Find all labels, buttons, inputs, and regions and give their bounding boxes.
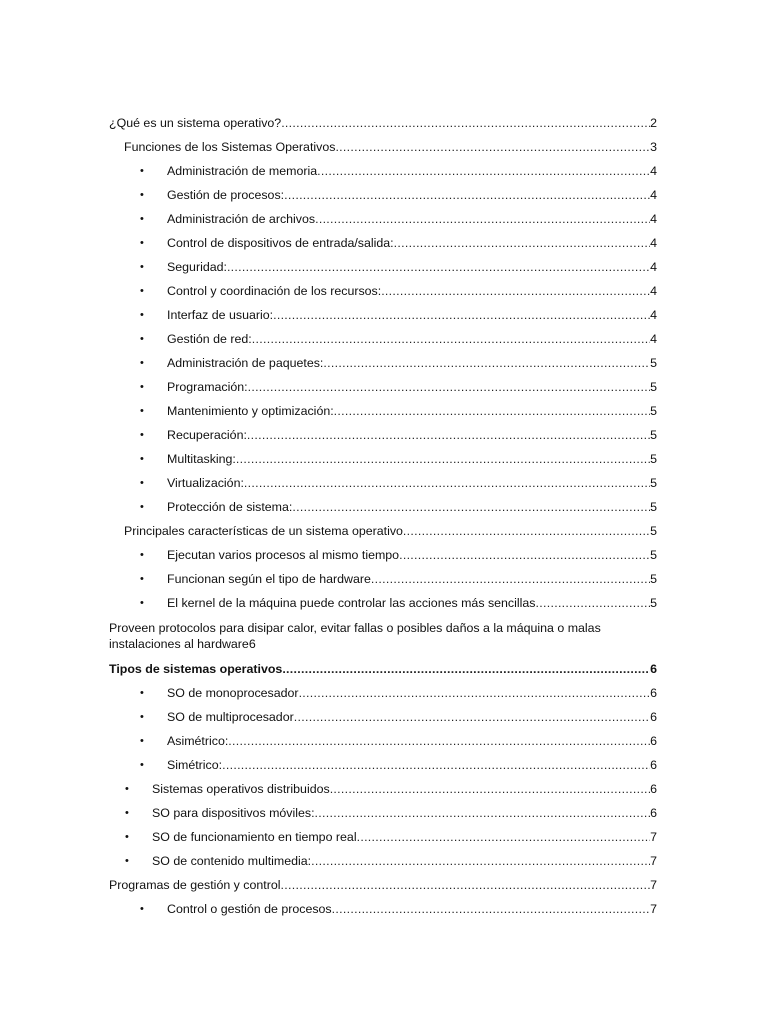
toc-page-number: 6 bbox=[650, 710, 657, 724]
dot-leader bbox=[317, 164, 650, 178]
toc-page-number: 5 bbox=[650, 476, 657, 490]
bullet-icon: • bbox=[125, 855, 129, 867]
bullet-icon: • bbox=[140, 405, 144, 417]
toc-page-number: 4 bbox=[650, 164, 657, 178]
toc-page-number: 5 bbox=[650, 548, 657, 562]
dot-leader bbox=[228, 734, 650, 748]
toc-entry-text: Sistemas operativos distribuidos bbox=[152, 782, 330, 796]
toc-entry[interactable] bbox=[109, 356, 657, 370]
toc-entry[interactable] bbox=[109, 140, 657, 154]
dot-leader bbox=[299, 686, 651, 700]
dot-leader bbox=[403, 524, 650, 538]
bullet-icon: • bbox=[140, 165, 144, 177]
dot-leader bbox=[335, 140, 650, 154]
toc-entry-text: ¿Qué es un sistema operativo? bbox=[109, 116, 282, 130]
dot-leader bbox=[330, 782, 650, 796]
bullet-icon: • bbox=[140, 309, 144, 321]
dot-leader bbox=[252, 332, 650, 346]
toc-entry-text: SO de funcionamiento en tiempo real bbox=[152, 830, 357, 844]
toc-page-number: 5 bbox=[650, 572, 657, 586]
bullet-icon: • bbox=[140, 237, 144, 249]
bullet-icon: • bbox=[140, 357, 144, 369]
bullet-icon: • bbox=[140, 903, 144, 915]
toc-entry[interactable] bbox=[109, 260, 657, 274]
toc-entry-text: Simétrico: bbox=[167, 758, 223, 772]
toc-entry[interactable] bbox=[109, 548, 657, 562]
toc-page-number: 4 bbox=[650, 284, 657, 298]
dot-leader bbox=[315, 212, 650, 226]
toc-entry[interactable] bbox=[109, 782, 657, 796]
dot-leader bbox=[227, 260, 650, 274]
toc-entry-text: SO de multiprocesador bbox=[167, 710, 294, 724]
toc-entry[interactable] bbox=[109, 662, 657, 676]
dot-leader bbox=[334, 404, 650, 418]
dot-leader bbox=[292, 500, 650, 514]
bullet-icon: • bbox=[140, 285, 144, 297]
dot-leader bbox=[311, 854, 650, 868]
toc-page-number: 4 bbox=[650, 260, 657, 274]
dot-leader bbox=[371, 572, 650, 586]
bullet-icon: • bbox=[125, 783, 129, 795]
bullet-icon: • bbox=[140, 453, 144, 465]
toc-entry-text: Control de dispositivos de entrada/salida: bbox=[167, 236, 394, 250]
toc-page-number: 2 bbox=[650, 116, 657, 130]
bullet-icon: • bbox=[140, 687, 144, 699]
toc-page-number: 6 bbox=[650, 806, 657, 820]
toc-page-number: 4 bbox=[650, 332, 657, 346]
toc-entry[interactable] bbox=[109, 284, 657, 298]
bullet-icon: • bbox=[140, 429, 144, 441]
toc-page-number: 7 bbox=[650, 854, 657, 868]
bullet-icon: • bbox=[140, 189, 144, 201]
toc-entry[interactable] bbox=[109, 878, 657, 892]
toc-page-number: 5 bbox=[650, 524, 657, 538]
dot-leader bbox=[535, 596, 650, 610]
toc-page-number: 6 bbox=[650, 782, 657, 796]
bullet-icon: • bbox=[140, 759, 144, 771]
toc-entry-text: Programación: bbox=[167, 380, 248, 394]
dot-leader bbox=[381, 284, 650, 298]
bullet-icon: • bbox=[140, 549, 144, 561]
toc-entry[interactable] bbox=[109, 500, 657, 514]
bullet-icon: • bbox=[140, 711, 144, 723]
toc-entry-text: Proveen protocolos para disipar calor, evitar fallas o posibles daños a la máquina o malas bbox=[109, 621, 601, 635]
bullet-icon: • bbox=[140, 381, 144, 393]
dot-leader bbox=[281, 116, 650, 130]
bullet-icon: • bbox=[140, 213, 144, 225]
bullet-icon: • bbox=[140, 597, 144, 609]
toc-entry-text: SO de monoprocesador bbox=[167, 686, 299, 700]
dot-leader bbox=[315, 806, 651, 820]
toc-entry[interactable] bbox=[109, 380, 657, 394]
toc-entry-text: Asimétrico: bbox=[167, 734, 229, 748]
toc-entry-text: Tipos de sistemas operativos bbox=[109, 662, 283, 676]
toc-entry[interactable] bbox=[109, 188, 657, 202]
toc-page-number: 4 bbox=[650, 308, 657, 322]
toc-page-number: 7 bbox=[650, 902, 657, 916]
toc-page-number: 5 bbox=[650, 452, 657, 466]
toc-entry-text: Control o gestión de procesos bbox=[167, 902, 332, 916]
toc-entry[interactable] bbox=[109, 452, 657, 466]
bullet-icon: • bbox=[140, 261, 144, 273]
toc-entry[interactable] bbox=[109, 596, 657, 610]
toc-page-number: 7 bbox=[650, 878, 657, 892]
toc-entry-text: El kernel de la máquina puede controlar las acciones más sencillas bbox=[167, 596, 536, 610]
toc-page-number: 3 bbox=[650, 140, 657, 154]
toc-page-number: 4 bbox=[650, 212, 657, 226]
toc-page-number: 6 bbox=[248, 637, 256, 651]
dot-leader bbox=[273, 308, 650, 322]
toc-entry[interactable] bbox=[109, 236, 657, 250]
toc-entry-text: Principales características de un sistema operativo bbox=[124, 524, 403, 538]
toc-entry[interactable] bbox=[109, 164, 657, 178]
dot-leader bbox=[323, 356, 650, 370]
dot-leader bbox=[281, 878, 651, 892]
toc-entry-text: Programas de gestión y control bbox=[109, 878, 281, 892]
toc-page-number: 4 bbox=[650, 188, 657, 202]
toc-entry-text: Administración de paquetes: bbox=[167, 356, 324, 370]
dot-leader bbox=[332, 902, 650, 916]
toc-entry[interactable] bbox=[109, 806, 657, 820]
toc-page-number: 5 bbox=[650, 380, 657, 394]
toc-page-number: 6 bbox=[650, 686, 657, 700]
toc-page-number: 5 bbox=[650, 500, 657, 514]
toc-page-number: 5 bbox=[650, 356, 657, 370]
toc-entry[interactable] bbox=[109, 308, 657, 322]
dot-leader bbox=[294, 710, 650, 724]
toc-entry-text: Gestión de procesos: bbox=[167, 188, 285, 202]
bullet-icon: • bbox=[125, 831, 129, 843]
toc-entry[interactable] bbox=[109, 710, 657, 724]
dot-leader bbox=[399, 548, 650, 562]
toc-entry[interactable] bbox=[109, 404, 657, 418]
toc-page-number: 4 bbox=[650, 236, 657, 250]
dot-leader bbox=[244, 476, 650, 490]
dot-leader bbox=[282, 662, 650, 676]
toc-entry-text: Control y coordinación de los recursos: bbox=[167, 284, 382, 298]
toc-entry[interactable] bbox=[109, 572, 657, 586]
dot-leader bbox=[357, 830, 651, 844]
toc-entry[interactable] bbox=[109, 212, 657, 226]
bullet-icon: • bbox=[140, 333, 144, 345]
toc-page-number: 6 bbox=[650, 758, 657, 772]
toc-entry-text: Gestión de red: bbox=[167, 332, 252, 346]
toc-entry-text: Seguridad: bbox=[167, 260, 227, 274]
toc-entry[interactable] bbox=[109, 686, 657, 700]
toc-entry[interactable] bbox=[109, 902, 657, 916]
bullet-icon: • bbox=[140, 501, 144, 513]
dot-leader bbox=[247, 428, 650, 442]
toc-entry[interactable] bbox=[109, 524, 657, 538]
toc-entry-text: SO para dispositivos móviles: bbox=[152, 806, 315, 820]
toc-entry-text: Ejecutan varios procesos al mismo tiempo bbox=[167, 548, 400, 562]
toc-entry-text: Protección de sistema: bbox=[167, 500, 293, 514]
toc-entry-continuation bbox=[109, 636, 657, 652]
dot-leader bbox=[248, 380, 651, 394]
toc-entry-text: Funcionan según el tipo de hardware bbox=[167, 572, 371, 586]
toc-entry-text: Administración de archivos bbox=[167, 212, 316, 226]
toc-entry-text: Multitasking: bbox=[167, 452, 236, 466]
toc-entry[interactable] bbox=[109, 758, 657, 772]
toc-entry[interactable] bbox=[109, 428, 657, 442]
bullet-icon: • bbox=[140, 573, 144, 585]
toc-entry-text-line2: instalaciones al hardware bbox=[109, 637, 249, 651]
dot-leader bbox=[394, 236, 650, 250]
toc-entry[interactable] bbox=[109, 734, 657, 748]
dot-leader bbox=[222, 758, 650, 772]
dot-leader bbox=[236, 452, 650, 466]
toc-entry[interactable] bbox=[109, 116, 657, 130]
dot-leader bbox=[284, 188, 650, 202]
toc-page-number: 5 bbox=[650, 596, 657, 610]
toc-entry-text: Virtualización: bbox=[167, 476, 244, 490]
bullet-icon: • bbox=[140, 477, 144, 489]
toc-page-number: 5 bbox=[650, 404, 657, 418]
toc-page-number: 6 bbox=[650, 662, 657, 676]
toc-page-number: 6 bbox=[650, 734, 657, 748]
bullet-icon: • bbox=[125, 807, 129, 819]
toc-entry[interactable] bbox=[109, 620, 657, 652]
bullet-icon: • bbox=[140, 735, 144, 747]
toc-entry[interactable] bbox=[109, 854, 657, 868]
toc-entry-text: Administración de memoria bbox=[167, 164, 318, 178]
toc-page-number: 7 bbox=[650, 830, 657, 844]
toc-page-number: 5 bbox=[650, 428, 657, 442]
toc-entry[interactable] bbox=[109, 476, 657, 490]
toc-entry[interactable] bbox=[109, 830, 657, 844]
toc-entry-text: SO de contenido multimedia: bbox=[152, 854, 312, 868]
toc-entry-text: Interfaz de usuario: bbox=[167, 308, 274, 322]
toc-entry[interactable] bbox=[109, 332, 657, 346]
toc-entry-text: Funciones de los Sistemas Operativos bbox=[124, 140, 336, 154]
toc-entry-text: Recuperación: bbox=[167, 428, 247, 442]
toc-entry-text: Mantenimiento y optimización: bbox=[167, 404, 334, 418]
